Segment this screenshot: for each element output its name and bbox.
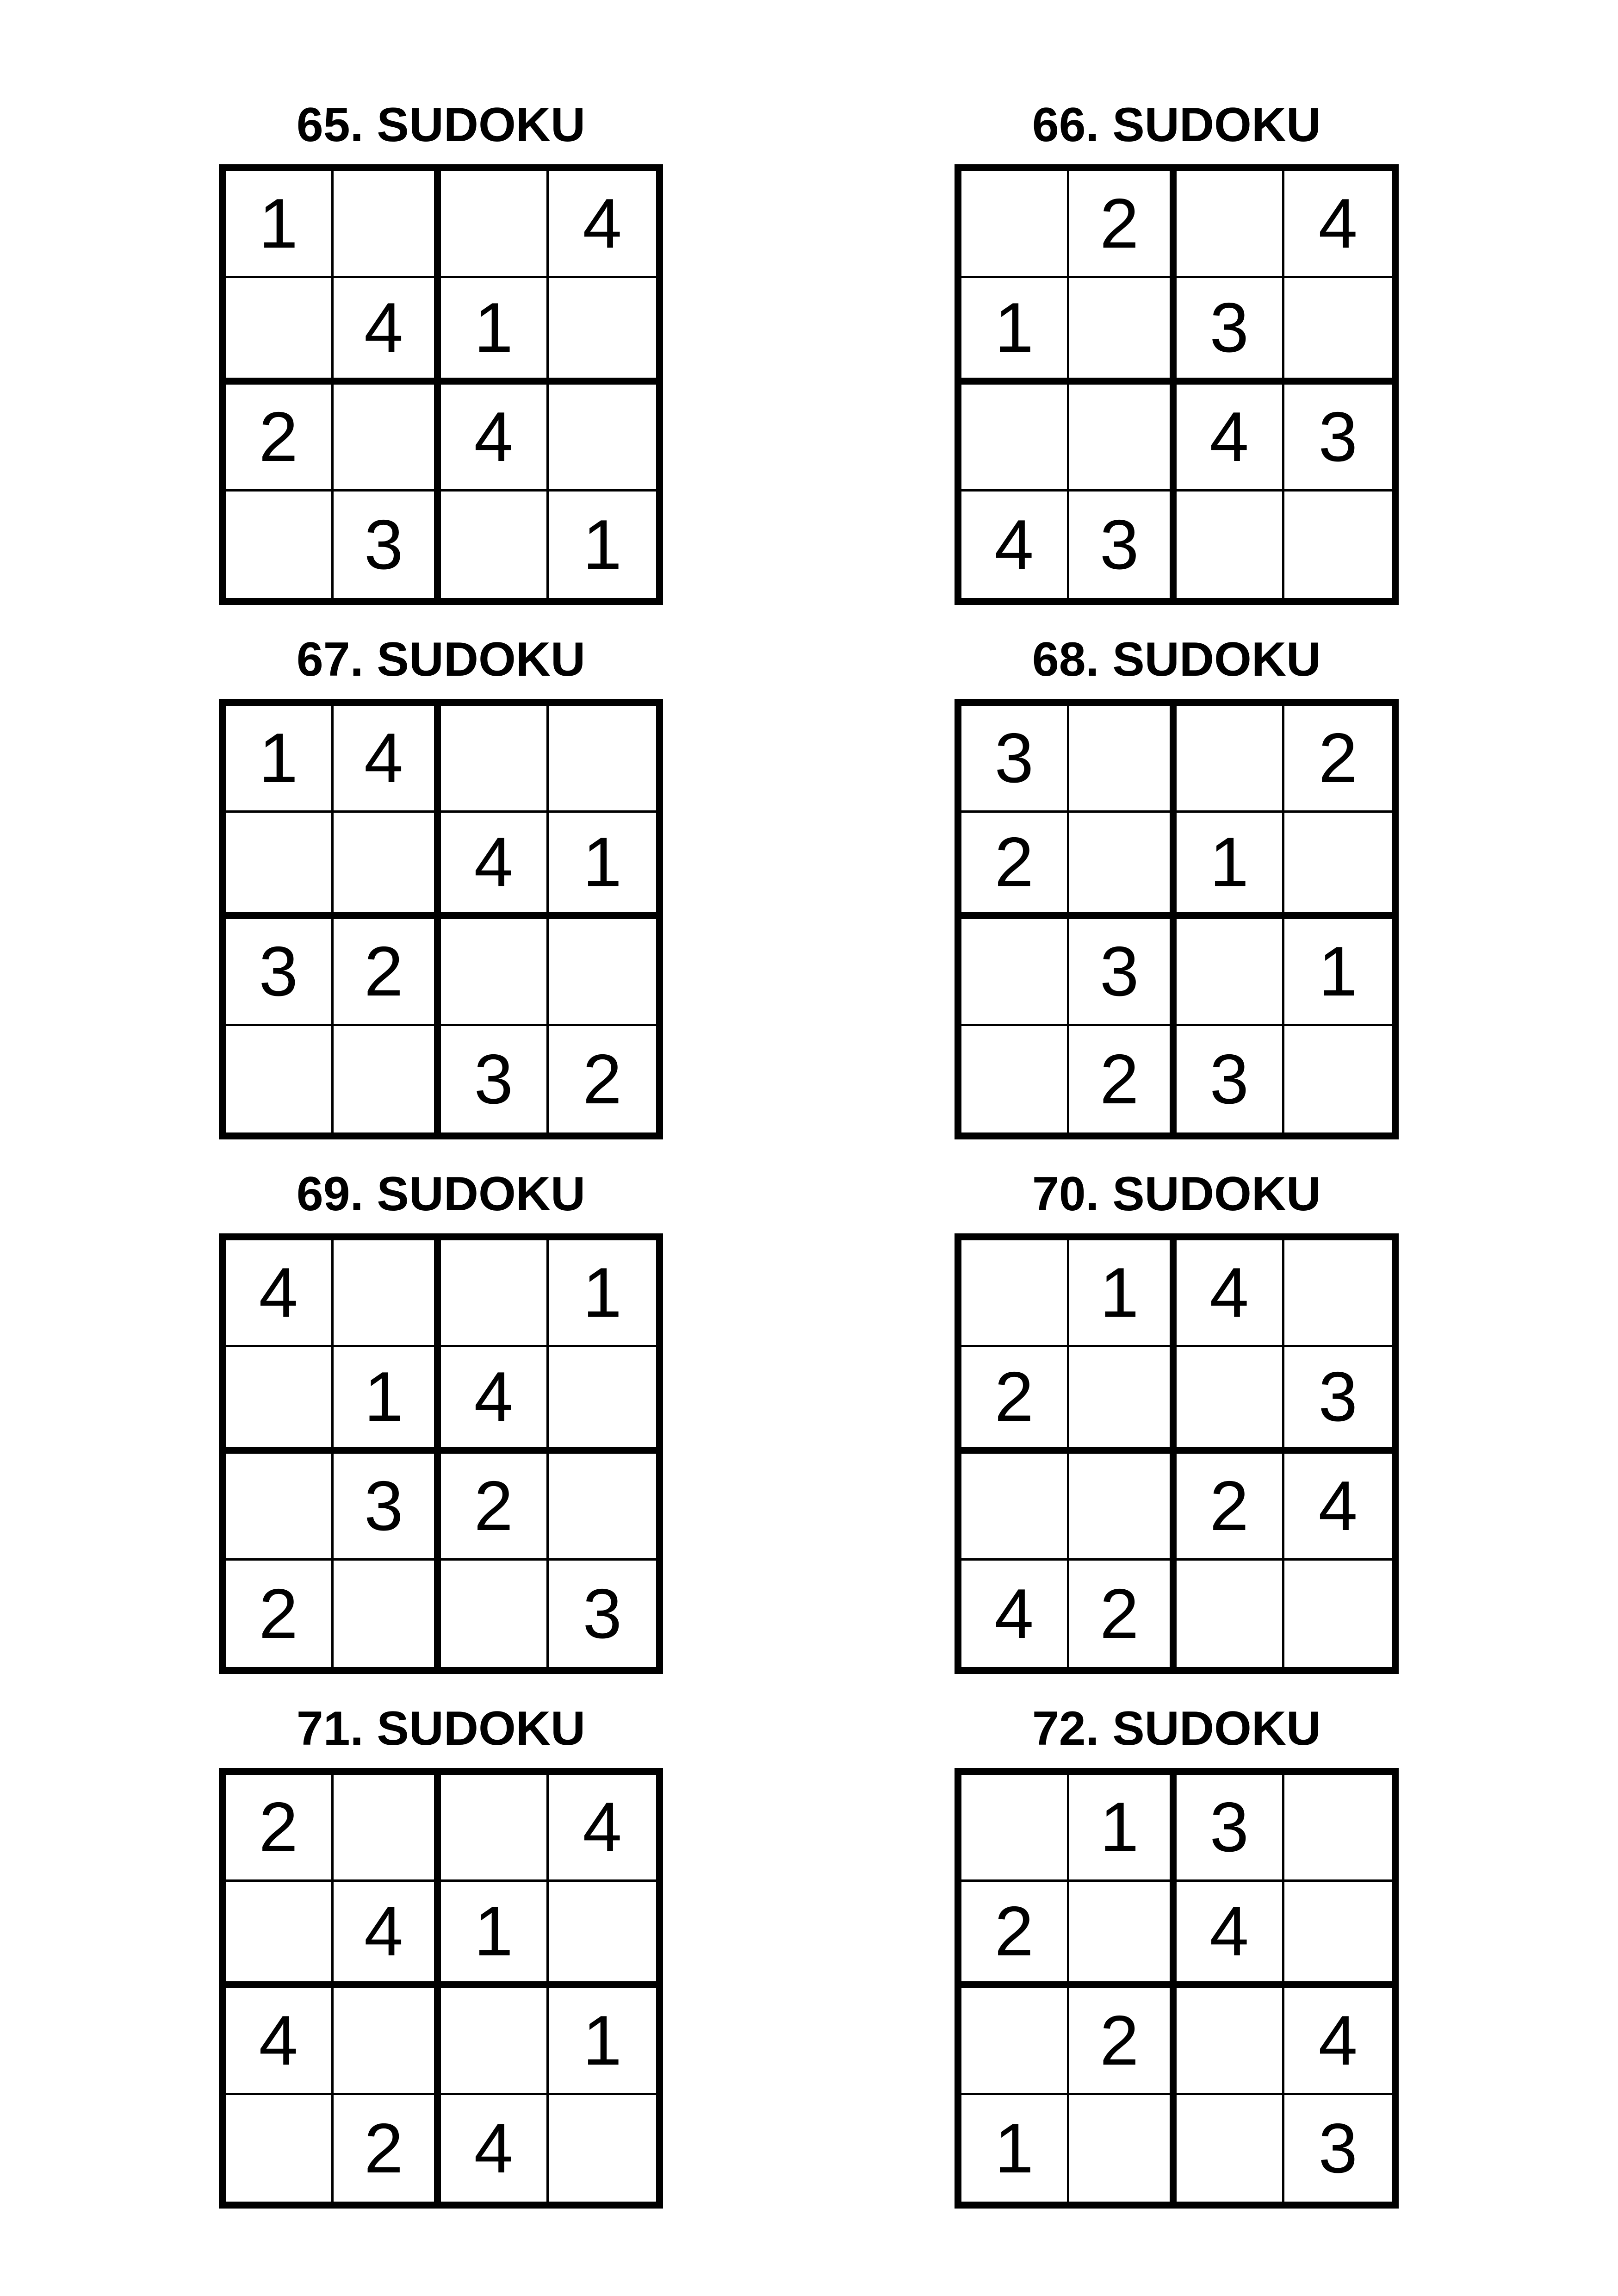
sudoku-cell bbox=[334, 1026, 441, 1133]
sudoku-cell: 2 bbox=[1177, 1454, 1284, 1561]
sudoku-cell: 4 bbox=[441, 2095, 549, 2202]
sudoku-cell bbox=[1069, 1454, 1177, 1561]
sudoku-cell: 4 bbox=[961, 1561, 1069, 1668]
sudoku-cell bbox=[441, 1988, 549, 2095]
sudoku-grid bbox=[955, 699, 1399, 1139]
puzzle-title: 69. SUDOKU bbox=[296, 1167, 586, 1221]
sudoku-cell: 2 bbox=[961, 1882, 1069, 1989]
sudoku-cell: 4 bbox=[1177, 1882, 1284, 1989]
sudoku-cell bbox=[549, 1454, 657, 1561]
sudoku-cell: 1 bbox=[961, 278, 1069, 385]
sudoku-cell bbox=[1069, 385, 1177, 492]
sudoku-cell bbox=[226, 1454, 334, 1561]
sudoku-cell: 2 bbox=[583, 1039, 622, 1119]
sudoku-cell bbox=[226, 1347, 334, 1454]
sudoku-cell bbox=[1177, 1347, 1284, 1454]
sudoku-cell: 1 bbox=[549, 813, 657, 920]
sudoku-cell bbox=[441, 492, 549, 598]
puzzle-title: 67. SUDOKU bbox=[296, 633, 586, 686]
sudoku-cell bbox=[226, 1882, 334, 1989]
sudoku-cell: 4 bbox=[961, 492, 1069, 598]
sudoku-cell bbox=[961, 1240, 1069, 1347]
sudoku-cell: 1 bbox=[1069, 1775, 1177, 1882]
sudoku-cell bbox=[441, 171, 549, 278]
sudoku-cell bbox=[549, 2095, 657, 2202]
sudoku-cell: 1 bbox=[1069, 1240, 1177, 1347]
sudoku-cell bbox=[334, 385, 441, 492]
sudoku-grid bbox=[219, 1768, 663, 2209]
sudoku-cell bbox=[1284, 278, 1392, 385]
sudoku-cell bbox=[1284, 1026, 1392, 1133]
sudoku-cell bbox=[334, 171, 441, 278]
sudoku-cell: 3 bbox=[1069, 919, 1177, 1026]
sudoku-cell bbox=[1177, 706, 1284, 813]
sudoku-cell: 4 bbox=[1284, 171, 1392, 278]
sudoku-cell bbox=[1069, 1882, 1177, 1989]
sudoku-cell bbox=[961, 171, 1069, 278]
sudoku-cell bbox=[961, 1775, 1069, 1882]
sudoku-cell: 2 bbox=[1284, 706, 1392, 813]
sudoku-cell bbox=[1177, 492, 1284, 598]
sudoku-cell bbox=[1177, 1561, 1284, 1668]
sudoku-cell: 3 bbox=[334, 1454, 441, 1561]
puzzle-title: 72. SUDOKU bbox=[1032, 1702, 1321, 1755]
sudoku-cell bbox=[549, 278, 657, 385]
sudoku-cell: 2 bbox=[441, 1454, 549, 1561]
sudoku-cell bbox=[334, 813, 441, 920]
sudoku-cell bbox=[1177, 1988, 1284, 2095]
sudoku-grid bbox=[955, 1233, 1399, 1674]
sudoku-cell bbox=[1284, 1240, 1392, 1347]
sudoku-cell: 1 bbox=[583, 505, 622, 584]
sudoku-grid bbox=[219, 164, 663, 605]
sudoku-cell bbox=[549, 1882, 657, 1989]
puzzle-title: 66. SUDOKU bbox=[1032, 98, 1321, 152]
sudoku-cell bbox=[961, 919, 1069, 1026]
puzzle-title: 65. SUDOKU bbox=[296, 98, 586, 152]
sudoku-cell bbox=[549, 1347, 657, 1454]
sudoku-cell: 1 bbox=[1177, 813, 1284, 920]
sudoku-cell: 3 bbox=[1069, 492, 1177, 598]
sudoku-cell: 4 bbox=[549, 171, 657, 278]
sudoku-cell bbox=[441, 1561, 549, 1668]
sudoku-cell: 1 bbox=[441, 278, 549, 385]
sudoku-cell: 3 bbox=[1177, 278, 1284, 385]
sudoku-cell: 3 bbox=[226, 919, 334, 1026]
sudoku-cell bbox=[1069, 1347, 1177, 1454]
sudoku-cell bbox=[1177, 2095, 1284, 2202]
sudoku-cell bbox=[1284, 1882, 1392, 1989]
sudoku-cell bbox=[1069, 278, 1177, 385]
sudoku-cell bbox=[961, 1026, 1069, 1133]
sudoku-cell: 2 bbox=[961, 813, 1069, 920]
sudoku-cell bbox=[1177, 171, 1284, 278]
sudoku-cell: 1 bbox=[226, 171, 334, 278]
sudoku-cell: 1 bbox=[334, 1347, 441, 1454]
sudoku-cell bbox=[334, 1988, 441, 2095]
sudoku-cell: 4 bbox=[549, 1775, 657, 1882]
sudoku-cell bbox=[226, 1026, 334, 1133]
sudoku-cell: 1 bbox=[226, 706, 334, 813]
sudoku-cell bbox=[1177, 919, 1284, 1026]
sudoku-cell: 4 bbox=[441, 813, 549, 920]
sudoku-cell bbox=[441, 919, 549, 1026]
sudoku-cell bbox=[1284, 1561, 1392, 1668]
sudoku-cell bbox=[961, 1454, 1069, 1561]
sudoku-cell bbox=[1284, 492, 1392, 598]
sudoku-grid bbox=[955, 1768, 1399, 2209]
sudoku-cell: 4 bbox=[334, 278, 441, 385]
sudoku-cell: 4 bbox=[1177, 385, 1284, 492]
sudoku-cell bbox=[549, 385, 657, 492]
sudoku-cell: 1 bbox=[441, 1882, 549, 1989]
sudoku-cell: 1 bbox=[961, 2095, 1069, 2202]
sudoku-cell bbox=[441, 706, 549, 813]
sudoku-cell: 2 bbox=[226, 385, 334, 492]
sudoku-cell: 3 bbox=[1177, 1775, 1284, 1882]
sudoku-cell: 4 bbox=[441, 1347, 549, 1454]
sudoku-cell bbox=[441, 1775, 549, 1882]
sudoku-cell: 4 bbox=[334, 1882, 441, 1989]
sudoku-cell: 2 bbox=[1069, 1988, 1177, 2095]
sudoku-cell: 4 bbox=[1177, 1240, 1284, 1347]
sudoku-cell: 1 bbox=[1284, 919, 1392, 1026]
sudoku-cell: 1 bbox=[549, 1988, 657, 2095]
sudoku-cell bbox=[1284, 813, 1392, 920]
sudoku-cell bbox=[226, 492, 334, 598]
sudoku-cell bbox=[1284, 1775, 1392, 1882]
sudoku-cell: 4 bbox=[1284, 1454, 1392, 1561]
puzzle-title: 70. SUDOKU bbox=[1032, 1167, 1321, 1221]
sudoku-cell bbox=[1069, 813, 1177, 920]
sudoku-cell: 2 bbox=[1069, 1561, 1177, 1668]
puzzle-title: 68. SUDOKU bbox=[1032, 633, 1321, 686]
sudoku-cell bbox=[549, 919, 657, 1026]
sudoku-cell bbox=[226, 278, 334, 385]
sudoku-cell: 4 bbox=[1284, 1988, 1392, 2095]
sudoku-cell: 4 bbox=[441, 385, 549, 492]
sudoku-cell: 1 bbox=[549, 1240, 657, 1347]
sudoku-cell bbox=[961, 385, 1069, 492]
sudoku-cell: 2 bbox=[1069, 1026, 1177, 1133]
sudoku-grid bbox=[219, 1233, 663, 1674]
sudoku-grid bbox=[955, 164, 1399, 605]
sudoku-cell: 3 bbox=[441, 1026, 549, 1133]
sudoku-cell: 2 bbox=[226, 1775, 334, 1882]
sudoku-cell bbox=[1069, 2095, 1177, 2202]
sudoku-cell: 2 bbox=[226, 1561, 334, 1668]
sudoku-cell: 4 bbox=[226, 1988, 334, 2095]
sudoku-cell: 3 bbox=[961, 706, 1069, 813]
sudoku-cell bbox=[334, 1240, 441, 1347]
sudoku-cell: 2 bbox=[1069, 171, 1177, 278]
puzzle-title: 71. SUDOKU bbox=[296, 1702, 586, 1755]
sudoku-cell: 4 bbox=[226, 1240, 334, 1347]
sudoku-cell bbox=[1069, 706, 1177, 813]
sudoku-cell: 3 bbox=[1284, 1347, 1392, 1454]
sudoku-cell: 2 bbox=[334, 919, 441, 1026]
sudoku-cell: 2 bbox=[961, 1347, 1069, 1454]
sudoku-cell bbox=[441, 1240, 549, 1347]
sudoku-cell bbox=[961, 1988, 1069, 2095]
sudoku-cell bbox=[549, 706, 657, 813]
sudoku-grid bbox=[219, 699, 663, 1139]
sudoku-cell: 3 bbox=[334, 492, 441, 598]
sudoku-cell: 3 bbox=[583, 1574, 622, 1653]
sudoku-cell: 3 bbox=[1318, 2109, 1358, 2188]
sudoku-cell bbox=[334, 1775, 441, 1882]
sudoku-cell bbox=[226, 813, 334, 920]
sudoku-cell bbox=[334, 1561, 441, 1668]
sudoku-cell bbox=[226, 2095, 334, 2202]
sudoku-cell: 3 bbox=[1284, 385, 1392, 492]
sudoku-cell: 3 bbox=[1177, 1026, 1284, 1133]
sudoku-cell: 2 bbox=[334, 2095, 441, 2202]
sudoku-cell: 4 bbox=[334, 706, 441, 813]
